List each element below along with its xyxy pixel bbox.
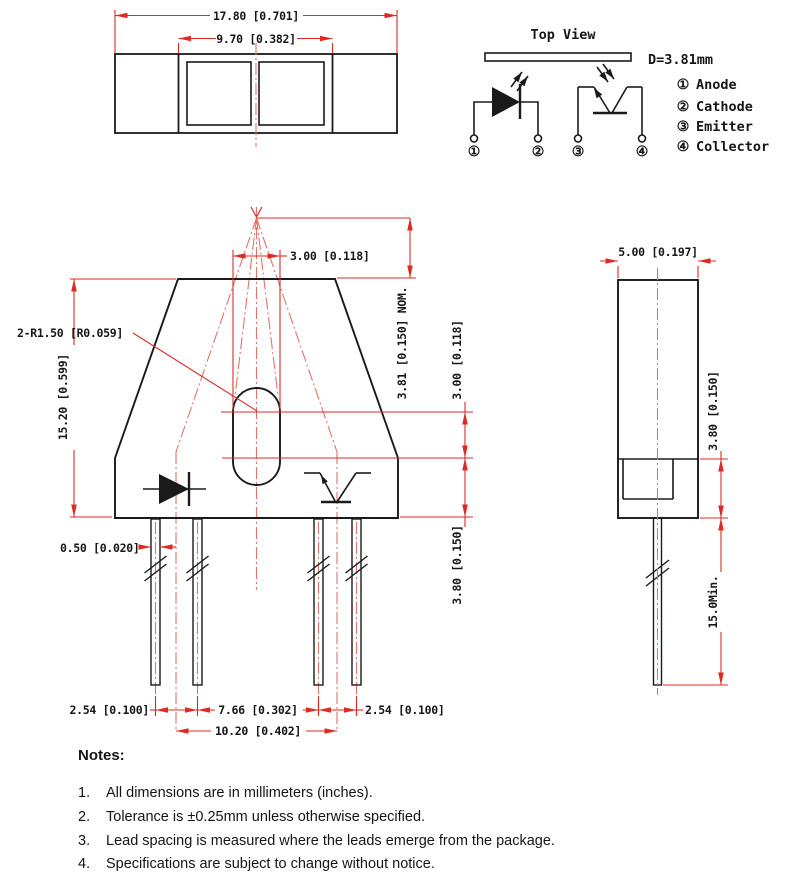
legend-label-anode: Anode	[696, 77, 737, 93]
dim-inner-width-label: 9.70 [0.382]	[216, 32, 296, 46]
pin-number-4: ④	[635, 144, 649, 160]
pin-number-3: ③	[571, 144, 585, 160]
pin-terminal-2	[535, 135, 542, 142]
detector-window	[259, 62, 324, 125]
front-package-outline	[115, 279, 398, 518]
dim-side-step-label: 3.80 [0.150]	[706, 371, 720, 451]
dim-lead-pitch-right-label: 2.54 [0.100]	[365, 703, 445, 717]
note-number: 1.	[78, 785, 91, 801]
legend-num-1: ①	[676, 77, 690, 93]
emitted-light-arrow	[517, 76, 528, 91]
dim-lead-width-label: 0.50 [0.020]	[60, 541, 140, 555]
lead-4	[352, 519, 361, 685]
legend-label-emitter: Emitter	[696, 119, 753, 135]
lead-1	[151, 519, 160, 685]
pin-terminal-4	[639, 135, 646, 142]
legend-label-cathode: Cathode	[696, 99, 753, 115]
reflector-bar	[485, 53, 631, 61]
notes-title: Notes:	[78, 747, 125, 764]
dim-mid-upper-label: 3.00 [0.118]	[450, 320, 464, 400]
pin-terminal-3	[575, 135, 582, 142]
side-view-dimensions	[600, 261, 728, 695]
note-number: 3.	[78, 833, 91, 849]
note-text: All dimensions are in millimeters (inches).	[106, 785, 373, 801]
dim-mid-lower-label: 3.80 [0.150]	[450, 525, 464, 605]
note-number: 4.	[78, 856, 91, 872]
dim-side-lead-length-label: 15.0Min.	[706, 575, 720, 629]
dim-radius-label: 2-R1.50 [R0.059]	[17, 326, 123, 340]
phototransistor-symbol	[578, 64, 642, 135]
package-top-view-dims	[115, 10, 397, 147]
legend-label-collector: Collector	[696, 139, 770, 155]
dim-lead-pitch-left-label: 2.54 [0.100]	[69, 703, 149, 717]
lead-3	[314, 519, 323, 685]
note-text: Lead spacing is measured where the leads emerge from the package.	[106, 833, 555, 849]
note-number: 2.	[78, 809, 91, 825]
dim-outer-width-label: 17.80 [0.701]	[212, 9, 300, 23]
cathode-wire	[520, 102, 538, 135]
dim-optical-span-label: 10.20 [0.402]	[214, 724, 302, 738]
legend-num-3: ③	[676, 119, 690, 135]
dim-aperture-width-label: 3.00 [0.118]	[290, 249, 370, 263]
side-notch	[623, 459, 673, 499]
schematic-title: Top View	[530, 27, 596, 43]
note-text: Tolerance is ±0.25mm unless otherwise specified.	[106, 809, 426, 825]
pin-legend	[677, 77, 769, 155]
pin-number-1: ①	[467, 144, 481, 160]
front-view-body	[115, 279, 398, 685]
pin-terminal-1	[471, 135, 478, 142]
legend-num-2: ②	[676, 99, 690, 115]
note-text: Specifications are subject to change without notice.	[106, 856, 435, 872]
transistor-arrow	[594, 88, 602, 98]
dim-apex-to-top-label: 3.81 [0.150] NOM.	[395, 286, 409, 400]
anode-wire	[474, 102, 492, 135]
dim-side-width-label: 5.00 [0.197]	[618, 245, 698, 259]
schematic-symbols	[471, 53, 646, 142]
lead-2	[193, 519, 202, 685]
distance-label: D=3.81mm	[648, 52, 714, 68]
legend-num-4: ④	[676, 139, 690, 155]
dim-lead-span-label: 7.66 [0.302]	[218, 703, 298, 717]
dim-height-label: 15.20 [0.599]	[56, 353, 70, 441]
led-triangle	[492, 87, 520, 117]
pin-number-2: ②	[531, 144, 545, 160]
emitter-window	[187, 62, 251, 125]
led-symbol	[474, 72, 538, 135]
